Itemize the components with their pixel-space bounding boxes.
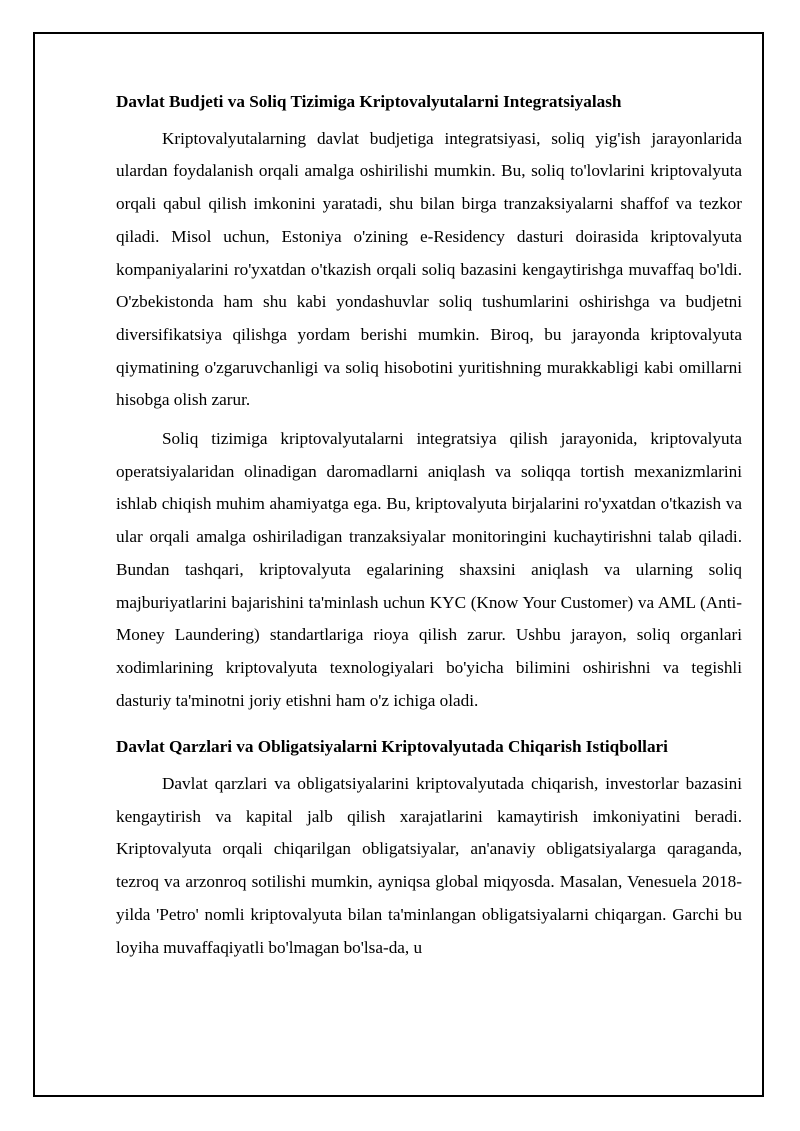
paragraph-budget-integration: Kriptovalyutalarning davlat budjetiga integratsiyasi, soliq yig'ish jarayonlarida ulardan foydalanish orqali amalga oshirilishi mumkin. Bu, soliq to'lovlarini kriptovalyuta orqali qabul qilish imkonini yaratadi, shu bilan birga tranzaksiyalarni shaffof va tezkor qiladi. Misol uchun, Estoniya o'zining e-Residency dasturi doirasida kriptovalyuta kompaniyalarini ro'yxatdan o'tkazish orqali soliq bazasini kengaytirishga muvaffaq bo'ldi. O'zbekistonda ham shu kabi yondashuvlar soliq tushumlarini oshirishga va budjetni diversifikatsiya qilishga yordam berishi mumkin. Biroq, bu jarayonda kriptovalyuta qiymatining o'zgaruvchanligi va soliq hisobotini yuritishning murakkabligi kabi omillarni hisobga olish zarur. [116,128,742,410]
paragraph-crypto-bonds: Davlat qarzlari va obligatsiyalarini kriptovalyutada chiqarish, investorlar bazasini kengaytirish va kapital jalb qilish xarajatlarini kamaytirish imkoniyatini beradi. Kriptovalyuta orqali chiqarilgan obligatsiyalar, an'anaviy obligatsiyalarga qaraganda, tezroq va arzonroq sotilishi mumkin, ayniqsa global miqyosda. Masalan, Venesuela 2018-yilda 'Petro' nomli kriptovalyuta bilan ta'minlangan obligatsiyalarni chiqargan. Garchi bu loyiha muvaffaqiyatli bo'lmagan bo'lsa-da, u [116,774,742,957]
paragraph-tax-system-integration: Soliq tizimiga kriptovalyutalarni integratsiya qilish jarayonida, kriptovalyuta operatsiyalaridan olinadigan daromadlarni aniqlash va soliqqa tortish mexanizmlarini ishlab chiqish muhim ahamiyatga ega. Bu, kriptovalyuta birjalarini ro'yxatdan o'tkazish va ular orqali amalga oshiriladigan tranzaksiyalar monitoringini kuchaytirishni talab qiladi. Bundan tashqari, kriptovalyuta egalarining shaxsini aniqlash va ularning soliq majburiyatlarini bajarishini ta'minlash uchun KYC (Know Your Customer) va AML (Anti-Money Laundering) standartlariga rioya qilish zarur. Ushbu jarayon, soliq organlari xodimlarining kriptovalyuta texnologiyalari bo'yicha bilimini oshirishni va tegishli dasturiy ta'minotni joriy etishni ham o'z ichiga oladi. [116,429,742,710]
section-heading-debt-bonds: Davlat Qarzlari va Obligatsiyalarni Kriptovalyutada Chiqarish Istiqbollari [116,737,668,757]
section-heading-budget-tax: Davlat Budjeti va Soliq Tizimiga Kriptovalyutalarni Integratsiyalash [116,92,622,111]
document-body [116,86,742,964]
